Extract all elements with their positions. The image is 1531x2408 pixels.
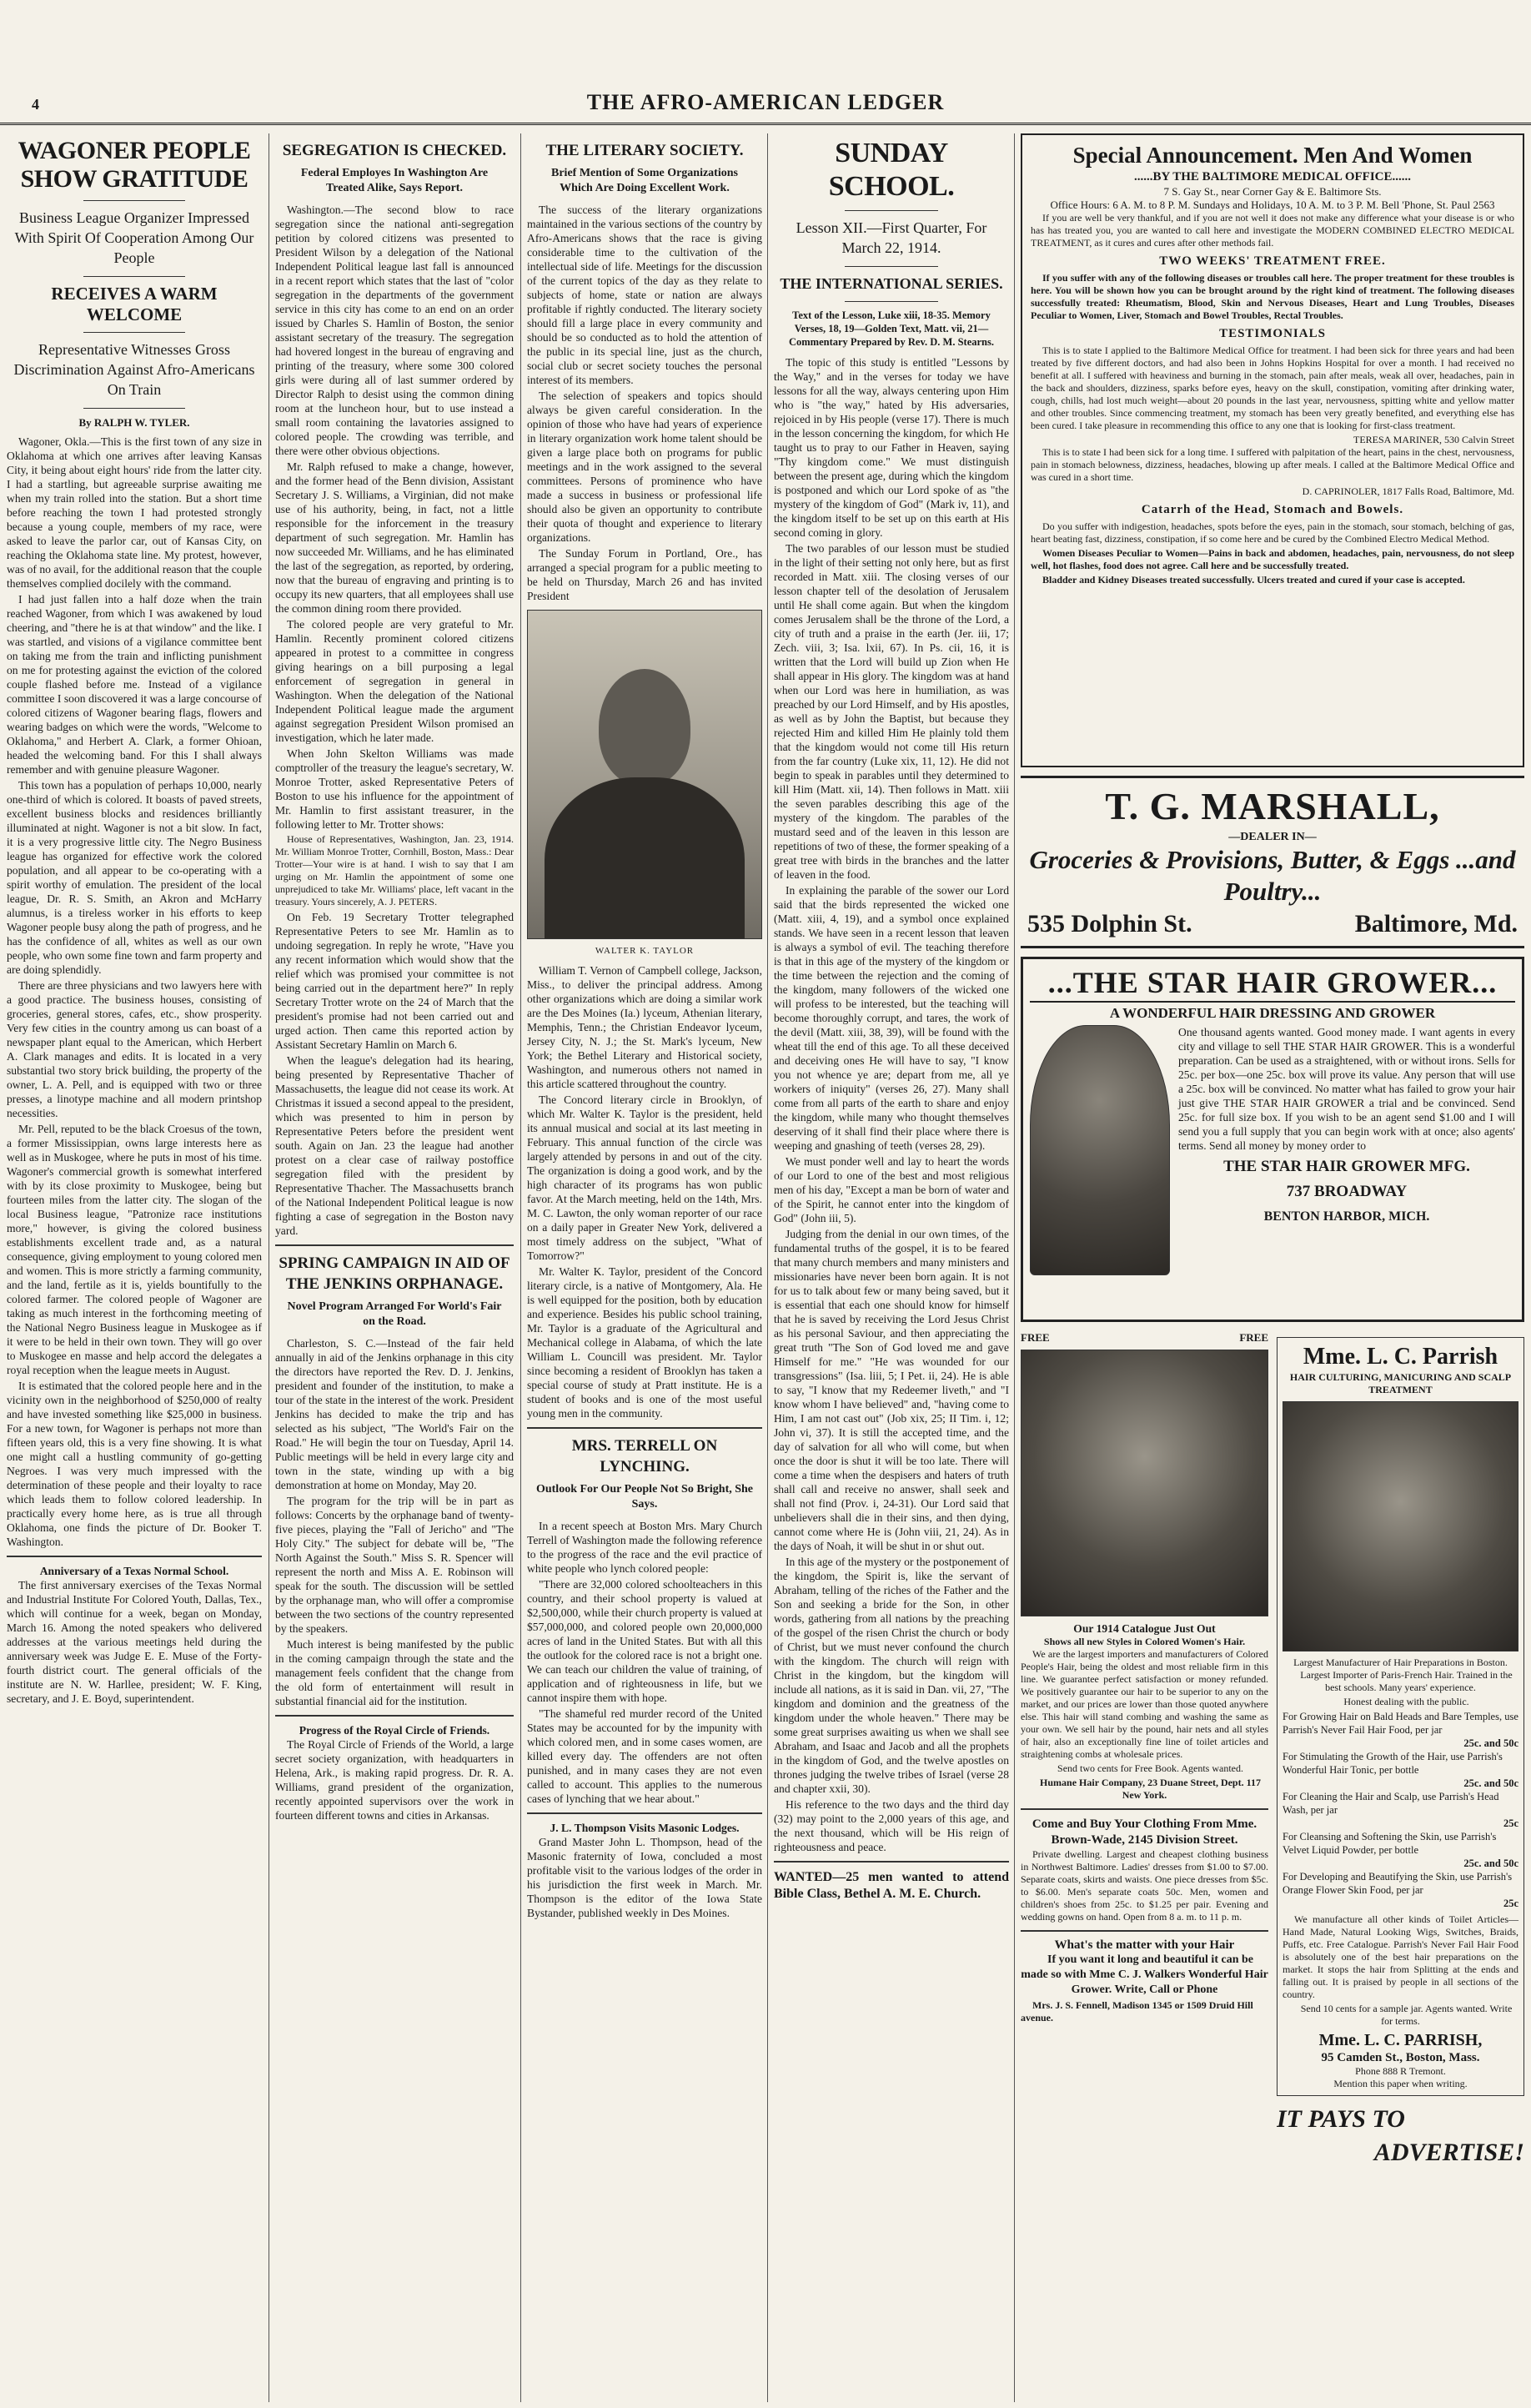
paragraph: The first anniversary exercises of the Texas Normal and Industrial Institute For Colored Youth, Dallas, Tex., which will continue for a week, began on Monday, March 16. Among the noted speakers who delivered addresses at the various meetings held during the anniversary week was Judge E. E. Muse of the Forty-fourth district court. The general officials of the institute are N. W. Harllee, president; W. F. King, secretary, and J. E. Boyd, superintendent. — [7, 1579, 262, 1705]
price-item: For Stimulating the Growth of the Hair, use Parrish's Wonderful Hair Tonic, per bottle — [1283, 1751, 1503, 1776]
sub-orphanage: Novel Program Arranged For World's Fair on the Road. — [287, 1300, 502, 1328]
price-item: For Growing Hair on Bald Heads and Bare Temples, use Parrish's Never Fail Hair Food, per jar — [1283, 1711, 1518, 1736]
parrish-more: We manufacture all other kinds of Toilet Articles—Hand Made, Natural Looking Wigs, Switches, Braids, Puffs, etc. Free Catalogue. Parrish's Never Fail Hair Food is absolutely one of the best hair preparations on the market. It stops the hair from Splitting at the ends and falling out. It is praised by people in all sections of the country. — [1283, 1913, 1518, 2000]
letter: House of Representatives, Washington, Jan. 23, 1914. Mr. William Monroe Trotter, Cornhill, Boston, Mass.: Dear Trotter—Your wire is at hand. I wish to say that I am urging on Mr. Hamlin the appointment of some one unprejudiced to take Mr. Williams' place, left vacant in the treasury. Yours sincerely, A. J. PETERS. — [275, 833, 514, 907]
paragraph: Mr. Pell, reputed to be the black Croesus of the town, a former Mississippian, owns large interests here as well as in Muskogee, where he puts in most of his time. Wagoner's commercial growth is somewhat interfered with by its close proximity to Muskogee, being but fourteen miles from the latter city. The slogan of the local Business league, "Patronize race institutions more," however, is giving the colored business establishments excellent trade and, as a natural consequence, giving employment to young colored men and women. This is more strictly a farming community, and the land, fertile as it is, yields bountifully to the colored farmer. The colored people of Wagoner are taking as much interest in the forthcoming meeting of the National Negro Business league in Muskogee as if it were to be held in their own town. They will go over to Muskogee en masse and help accord the delegates a royal reception when the league meets in August. — [7, 1123, 262, 1376]
paragraph: This town has a population of perhaps 10,000, nearly one-third of which is colored. It boasts of paved streets, excellent business blocks and residences brilliantly illuminated at night. Wagoner is not a bit slow. In fact, it is a very progressive little city. The Negro Business league has organized for effective work the colored population, and all appear to be co-operating with a spirit worthy of emulation. The president of the local league, Dr. R. S. Smith, an Akron and McHarry alumnus, is a tireless worker in his efforts to keep Wagoner people busy along the path of progress, and he has the confidence of all, whites as well as our own people, who own some fine town and farm property and are doing splendidly. — [7, 779, 262, 976]
price-value: 25c — [1503, 1898, 1518, 1909]
column-1 — [7, 133, 262, 2402]
price-value: 25c. and 50c — [1463, 1777, 1518, 1789]
paragraph: His reference to the two days and the third day (32) may point to the 2,000 years of this age, and the next thousand, which will be His reign of righteousness and peace. — [774, 1798, 1009, 1853]
paragraph: We must ponder well and lay to heart the words of our Lord to one of the best and most religious men of his day, "Except a man be born of water and of the Spirit, he cannot enter into the kingdom of God" (John iii, 5). — [774, 1155, 1009, 1224]
paragraph: Grand Master John L. Thompson, head of the Masonic fraternity of Iowa, concluded a most profitable visit to the various lodges of the order in his jurisdiction the first week in March. Mr. Thompson is the editor of the Iowa State Bystander, published weekly in Des Moines. — [527, 1836, 762, 1919]
headline-orphanage: SPRING CAMPAIGN IN AID OF THE JENKINS ORPHANAGE. — [279, 1254, 510, 1293]
column-4 — [774, 133, 1009, 2402]
paragraph: In this age of the mystery or the postponement of the kingdom, the Spirit is, like the servant of Abraham, telling of the riches of the Father and the Son and seeking a bride for the Son, in other words, gathering from all nations by the preaching of the gospel of the risen Christ the church or body of Christ, but we must never confound the church with the kingdom. The church will reign with Christ in the kingdom, but the kingdom will include all nations, as it is said in Dan. vii, 27, "The kingdom and dominion and the greatness of the kingdom under the whole heaven." There may be some great surprises awaiting us when we shall see Abraham, and Isaac and Jacob and all the prophets in the kingdom of God, and the twelve apostles on thrones judging the twelve tribes of Israel (verse 28 and chapter xxii, 30). — [774, 1556, 1009, 1795]
ad-address: 7 S. Gay St., near Corner Gay & E. Baltimore Sts. — [1163, 185, 1382, 198]
clothing-text: Private dwelling. Largest and cheapest clothing business in Northwest Baltimore. Ladies' dresses from $1.00 to $7.00. Separate coats, skirts and waists. One piece dresses from $5c. to $6.00. Men's separate coats 50c. Men, women and children's shoes from 25c. to $1.25 per pair. Evening and wedding gowns on hand. Open from 8 a. m. to 11 p. m. — [1021, 1848, 1268, 1923]
parrish-send: Send 10 cents for a sample jar. Agents wanted. Write for terms. — [1300, 2003, 1513, 2027]
sub-terrell: Outlook For Our People Not So Bright, She Says. — [535, 1483, 754, 1511]
catalogue-company: Humane Hair Company, 23 Duane Street, Dept. 117 New York. — [1040, 1777, 1261, 1801]
catalogue-sub: Shows all new Styles in Colored Women's Hair. — [1043, 1636, 1246, 1647]
column-rule — [767, 133, 768, 2402]
marshall-dealer: —DEALER IN— — [1228, 831, 1317, 843]
ad-baltimore-medical — [1021, 133, 1524, 767]
walker-text: If you want it long and beautiful it can be made so with Mme C. J. Walkers Wonderful Hair Grower. Write, Call or Phone — [1021, 1953, 1268, 1996]
testimonial-name: TERESA MARINER, 530 Calvin Street — [1353, 434, 1514, 445]
paragraph: Wagoner, Okla.—This is the first town of any size in Oklahoma at which one arrives after leaving Kansas City, it being about eight hours' ride from the latter city. I had a startling, but agreeable surprise awaiting me when my train rolled into the station. But a short time before reaching the town I had protested strongly because a young couple, members of my race, were asked to leave the parlor car, out of Kansas City, on reaching the Oklahoma state line. My protest, however, was of no avail, for the additional reason that the couple themselves complied docilely with the command. — [7, 435, 262, 590]
paragraph: William T. Vernon of Campbell college, Jackson, Miss., to deliver the principal address. Among other organizations which are doing a similar work are the Des Moines (Ia.) lyceum, Athenian literary, Memphis, Tenn.; the Christian Endeavor lyceum, Jersey City, N. J.; the St. Mark's lyceum, New York; the Bethel Literary and Historical society, Washington, and numerous others not named in this article scattered throughout the country. — [527, 964, 762, 1090]
hairstyle-image — [1021, 1350, 1268, 1616]
parrish-address-name: Mme. L. C. PARRISH, — [1318, 2031, 1483, 2049]
catalogue-text: We are the largest importers and manufacturers of Colored People's Hair, being the oldest and most reliable firm in this line. We guarantee perfect satisfaction or money refunded. We positively guarantee our hair to be superior to any on the market, and our prices are lower than those quoted anywhere else. This hair will stand combing and washing the same as your own. We sell hair by the pound, hair nets and all styles of hair, also an exceptionally fine line of toilet articles and straightening combs at wholesale prices. — [1021, 1648, 1268, 1760]
paragraph: The colored people are very grateful to Mr. Hamlin. Recently prominent colored citizens appeared in protest to a committee in congress giving hearings on a bill purposing a legal enforcement of segregation in general in Washington. When the delegation of the National Independent Political league made the argument against segregation President Wilson promised an investigation, which he later made. — [275, 618, 514, 744]
column-3 — [527, 133, 762, 2402]
advertise-line: ADVERTISE! — [1373, 2139, 1524, 2166]
walker-contact: Mrs. J. S. Fennell, Madison 1345 or 1509 Druid Hill avenue. — [1021, 1999, 1253, 2023]
parrish-price-list — [1283, 1710, 1518, 1910]
walker-head: What's the matter with your Hair — [1054, 1938, 1235, 1952]
price-item: For Cleaning the Hair and Scalp, use Parrish's Head Wash, per jar — [1283, 1791, 1499, 1816]
portrait-photo — [527, 610, 762, 939]
free-label: FREE — [1021, 1331, 1050, 1344]
price-item: For Developing and Beautifying the Skin, use Parrish's Orange Flower Skin Food, per jar — [1283, 1871, 1513, 1896]
marshall-goods: Groceries & Provisions, Butter, & Eggs ...and Poultry... — [1029, 845, 1516, 906]
paragraph: The selection of speakers and topics should always be given careful consideration. In the opinion of those who have had years of experience in literary organization work home talent should be given a large place both on programs for public meetings and in the work assigned to the several committees. Persons of prominence who have made a success in business or professional life should also be given an opportunity to contribute their quota of thought and experience to literary organizations. — [527, 390, 762, 544]
headline-segregation: SEGREGATION IS CHECKED. — [282, 142, 507, 159]
star-subtitle: A WONDERFUL HAIR DRESSING AND GROWER — [1109, 1005, 1436, 1021]
price-item: For Cleansing and Softening the Skin, use Parrish's Velvet Liquid Powder, per bottle — [1283, 1831, 1497, 1856]
catalogue-send: Send two cents for Free Book. Agents wanted. — [1057, 1762, 1243, 1774]
column-5-ads — [1021, 133, 1524, 2402]
ads-bottom-right — [1277, 1330, 1524, 2365]
parrish-address: 95 Camden St., Boston, Mass. — [1321, 2051, 1480, 2064]
headline-international: THE INTERNATIONAL SERIES. — [780, 275, 1003, 292]
ad-free: TWO WEEKS' TREATMENT FREE. — [1159, 254, 1386, 268]
column-rule — [520, 133, 521, 2402]
paragraph: The Royal Circle of Friends of the World, a large secret society organization, with headquarters in Helena, Ark., is making rapid progress. Dr. R. A. Williams, grand president of the organization, recently appointed supervisors over the work in fourteen different towns and cities in Arkansas. — [275, 1738, 514, 1822]
paragraph: When the league's delegation had its hearing, being presented by Representative Thacher of Massachusetts, the league did not cease its work. At Christmas it issued a second appeal to the president, which was presented to him in person by Representative Peters before the president went south. Again on Jan. 23 the league had another protest on a clear case of railway postoffice segregation filed with the president by Representative Thacher. The Massachusetts branch of the National Independent Political league is now fighting a case of segregation in the Boston navy yard. — [275, 1054, 514, 1237]
paragraph: The success of the literary organizations maintained in the various sections of the country by Afro-Americans shows that the race is giving considerable time to the cultivation of the intellectual side of life. Meetings for the discussion of the current topics of the day as they relate to subjects of home, state or nation are always profitable if rightly conducted. The literary society should fill a large place in every community and should be so conducted as to hold the attention of the public in its special line, just as the church, social club or secret society touches the personal interest of its members. — [527, 204, 762, 386]
ad-catarrh: Catarrh of the Head, Stomach and Bowels. — [1141, 503, 1404, 516]
parrish-caption: Largest Manufacturer of Hair Preparations in Boston. — [1293, 1656, 1508, 1668]
ad-parrish — [1277, 1337, 1524, 2096]
headline-sunday-school: SUNDAY SCHOOL. — [828, 138, 955, 202]
page-number: 4 — [32, 96, 39, 113]
deck-wagoner: Business League Organizer Impressed With Spirit Of Cooperation Among Our People — [14, 209, 254, 266]
ad-intro: If you are well be very thankful, and if you are not well it does not make any difference what your disease is or who has has treated you, you are wanted to call here and investigate the MODERN COMBINED ELECTRO MEDICAL TREATMENT, as it cures and cures after other methods fail. — [1031, 212, 1514, 249]
headline-terrell: MRS. TERRELL ON LYNCHING. — [571, 1437, 718, 1475]
ad-testimonials: TESTIMONIALS — [1219, 327, 1326, 340]
paragraph: "The shameful red murder record of the United States may be accounted for by the impunity with which colored men, and in some cases women, are killed every day. The offenders are not often punished, and in many cases they are not even called to account. This applies to the numerous cases of lynching that we hear about." — [527, 1707, 762, 1805]
ad-marshall — [1021, 776, 1524, 948]
star-title: ...THE STAR HAIR GROWER... — [1030, 964, 1515, 1003]
paragraph: Charleston, S. C.—Instead of the fair held annually in aid of the Jenkins orphanage in this city the directors have reported the Rev. D. J. Jenkins, president and founder of the institution, to make a tour of the state in the interest of the work. President Jenkins has decided to make the trip and has selected as his subject, "The World's Fair on the Road." He will begin the tour on Tuesday, April 14. Public meetings will be held in every large city and town in the state, winding up with a big demonstration at home on Monday, May 20. — [275, 1337, 514, 1491]
paragraph: The two parables of our lesson must be studied in the light of their setting not only here, but as first recorded in Matt. xiii. The closing verses of our lesson chapter tell of the desolation of Jerusalem until He shall come again. But when the kingdom comes Jerusalem shall be the throne of the Lord, a city of truth and a praise in the earth (Jer. iii, 17; Zech. viii, 3; Isa. lxii, 67). In Ps. cii, 16, it is written that the Lord will build up Zion when He shall appear in His glory. The kingdom was at hand when our Lord was here in humiliation, as was preached by our Lord Himself, and by His apostles, as well as by John the Baptist, but because they rejected Him and killed Him He plainly told them that the kingdom would not come till His return from the far country (Luke xix, 11, 12). He did not begin to speak in parables until they determined to kill Him (Matt. xii, 14). Then follows in Matt. xiii the seven parables describing this age of the mystery of the kingdom. The parables of the mustard seed and of the leaven in this lesson are repetitions of two of these, the former speaking of a great tree with birds in the branches and the latter of leaven in the food. — [774, 542, 1009, 881]
parrish-line: Honest dealing with the public. — [1343, 1696, 1469, 1707]
column-rule — [1014, 133, 1015, 2402]
parrish-line: Largest Importer of Paris-French Hair. Trained in the best schools. Many years' experience. — [1300, 1669, 1513, 1693]
paragraph: Mr. Ralph refused to make a change, however, and the former head of the Benn division, Assistant Secretary J. S. Williams, a Virginian, did not make use of his authority, being, in fact, not a little responsible for the inforcement in the treasury department of such segregation. Mr. Hamlin has now succeeded Mr. Williams, and he has eliminated the last of the segregation, as reported, by ordering, now that the bureau of engraving and printing is to occupy its new quarters, that all employees shall use the common dining room there provided. — [275, 460, 514, 615]
clothing-head: Come and Buy Your Clothing From Mme. Brown-Wade, 2145 Division Street. — [1032, 1817, 1257, 1847]
paragraph: The Concord literary circle in Brooklyn, of which Mr. Walter K. Taylor is the president, held its annual musical and social at its last meeting in February. This annual function of the circle was largely attended by persons in and out of the city. The organization is doing a good work, and by the high character of its programs has won public favor. At the March meeting, held on the 14th, Mrs. M. C. Lawton, the only woman reporter of our race on a daily paper in Greater New York, delivered a most timely address on the subject, "What of Tomorrow?" — [527, 1093, 762, 1262]
testimonial-name: D. CAPRINOLER, 1817 Falls Road, Baltimore, Md. — [1302, 485, 1514, 497]
star-company: THE STAR HAIR GROWER MFG. — [1223, 1158, 1470, 1175]
paragraph: The Sunday Forum in Portland, Ore., has arranged a special program for a public meeting to be held on Thursday, March 26 and has invited President — [527, 547, 762, 602]
paragraph: I had just fallen into a half doze when the train reached Wagoner, from which I was awakened by loud cheering, and "there he is at that window" and the like. I was startled, and visions of a vigilance committee bent on taking me from the train and inflicting punishment on me for protesting against the eviction of the colored couple flashed before me. Instead of a vigilance committee I soon discovered it was a large concourse of colored citizens of Wagoner bearing flags, flowers and wearing badges on which were the words, "Welcome to Oklahoma," and Herbert A. Clark, a former Ohioan, headed the welcoming band. For this I shall always remember and with genuine pleasure Wagoner. — [7, 593, 262, 776]
headline-wagoner: WAGONER PEOPLE SHOW GRATITUDE — [18, 137, 251, 193]
deck-lesson: Lesson XII.—First Quarter, For March 22, 1914. — [796, 219, 987, 256]
ad-by: ......BY THE BALTIMORE MEDICAL OFFICE...... — [1134, 170, 1411, 183]
star-address: 737 BROADWAY — [1286, 1183, 1408, 1200]
masthead: THE AFRO-AMERICAN LEDGER — [0, 90, 1531, 125]
testimonial: This is to state I had been sick for a long time. I suffered with palpitation of the heart, pains in the chest, nervousness, pain in stomach belowness, dizziness, headaches, blowing up after meals. I called at the Baltimore Medical Office and was cured in a short time. — [1031, 446, 1514, 483]
column-2 — [275, 133, 514, 2402]
sub-literary: Brief Mention of Some Organizations Which Are Doing Excellent Work. — [551, 167, 738, 194]
marshall-name: T. G. MARSHALL, — [1105, 785, 1440, 827]
paragraph: The program for the trip will be in part as follows: Concerts by the orphanage band of twenty-five pieces, playing the "Fall of Jericho" and "The Holy City." The subject for debate will be, "The North Against the South." Miss S. R. Spencer will represent the north and Miss A. E. Robinson will speak for the south. The discussion will be settled by the orphanage man, who will offer a compromise between the two sections of the country represented by the speakers. — [275, 1495, 514, 1635]
ads-bottom — [1021, 1330, 1524, 2365]
deck-train: Representative Witnesses Gross Discrimination Against Afro-Americans On Train — [13, 341, 255, 398]
photo-caption: WALTER K. TAYLOR — [595, 946, 695, 956]
headline-welcome: RECEIVES A WARM WELCOME — [51, 284, 218, 324]
paragraph: Much interest is being manifested by the public in the coming campaign through the state and the management feels confident that the change from the old form of entertainment will result in substantial financial aid for the institution. — [275, 1638, 514, 1707]
sub-segregation: Federal Employes In Washington Are Treated Alike, Says Report. — [300, 167, 489, 194]
testimonial: This is to state I applied to the Baltimore Medical Office for treatment. I had been sick for three years and had been treated by five different doctors, and had also been in Johns Hopkins Hospital for over a month. I had received no benefit at all. I suffered with heaviness and burning in the stomach, pain after meals, weak all over, headaches, pain in the back and shoulders, dizziness, sparks before eyes, heavy on the skull, constipation, vomiting after drinking water, cough, chills, had lost much weight—about 20 pounds in the last year, nervousness, spitting white and yellow matter and other troubles. Since commencing treatment, my stomach has been very greatly benefited, and everything else has been cured. I take pleasure in recommending this office to any one that is looking for first-class treatment. — [1031, 344, 1514, 431]
wanted-notice: WANTED—25 men wanted to attend Bible Class, Bethel A. M. E. Church. — [774, 1870, 1009, 1901]
text-reference: Text of the Lesson, Luke xiii, 18-35. Memory Verses, 18, 19—Golden Text, Matt. vii, 21—Commentary Prepared by Rev. D. M. Stearns. — [788, 309, 995, 348]
subhead-royal-circle: Progress of the Royal Circle of Friends. — [299, 1724, 490, 1737]
parrish-portrait-image — [1283, 1401, 1518, 1651]
it-pays-line: IT PAYS TO — [1277, 2105, 1405, 2133]
paragraph: There are three physicians and two lawyers here with a good practice. The business houses, consisting of groceries, general stores, cafes, etc., show prosperity. Very few cities in the country among us can boast of a newspaper plant equal to the American, which Herbert A. Clark manages and edits. It is located in a very substantial two story brick building, the property of the owner, L. A. Pell, and is equipped with two or three presses, a linotype machine and all modern printshop necessities. — [7, 979, 262, 1119]
parrish-name: Mme. L. C. Parrish — [1303, 1344, 1498, 1370]
woman-portrait-image — [1030, 1025, 1170, 1275]
ad-diseases: If you suffer with any of the following diseases or troubles call here. The proper treatment for these troubles is here. You will be shown how you can be brought around by the right kind of treatment. The following diseases successfully treated: Rheumatism, Blood, Skin and Nervous Diseases, Heart and Lung Troubles, Diseases Peculiar to Women, Liver, Stomach and Bowel Troubles, Rectal Troubles. — [1031, 272, 1514, 321]
paragraph: Washington.—The second blow to race segregation since the national anti-segregation petition by colored citizens was presented to President Wilson by a delegation of the National Independent Political league last fall is announced in a recent report which states that the last of "color segregation in the departments of the government service in this city has come to an end on an order issued by Charles S. Hamlin of Boston, the senior assistant secretary of the treasury. The segregation had hovered longest in the bureau of engraving and printing of the treasury, where some 300 colored girls were during all of last summer ordered by Director Ralph to desist using the common dining room at the luncheon hour, but to use instead a small room containing the lavatories assigned to colored people. The crowding was terrible, and there were other obvious objections. — [275, 204, 514, 457]
parrish-mention: Mention this paper when writing. — [1333, 2078, 1468, 2089]
ad-bladder: Bladder and Kidney Diseases treated successfully. Ulcers treated and cured if your case is accepted. — [1042, 574, 1465, 586]
paragraph: The topic of this study is entitled "Lessons by the Way," and in the verses for today we have lessons for all the way, always centering upon Him who is "the way," hated by His adversaries, rejoiced in by His people (verse 17). There is much in the lesson concerning the kingdom, for which He taught us to pray to our Father in Heaven, saying "Thy kingdom come." We must distinguish between the present age, during which the kingdom is postponed and which our Lord spoke of as "the mystery of the kingdom of God" (Mark iv, 11), and the kingdom itself to be set up on this earth at His second coming in glory. — [774, 356, 1009, 539]
paragraph: On Feb. 19 Secretary Trotter telegraphed Representative Peters to see Mr. Hamlin as to undoing segregation. In reply he wrote, "Have you any recent information which would show that the relief which was promised your committee is not being carried out in the department here?" In reply Secretary Trotter wrote on the 24 of March that the president's promise had not been carried out and urged action. Then came this reported action by Assistant Secretary Hamlin on March 6. — [275, 911, 514, 1051]
parrish-phone: Phone 888 R Tremont. — [1355, 2065, 1446, 2077]
ad-title: Special Announcement. Men And Women — [1072, 143, 1473, 168]
ad-text: Do you suffer with indigestion, headaches, spots before the eyes, pain in the stomach, sour stomach, belching of gas, heart beating fast, dizziness, constipation, if so come here and be cured by the Combined Electro Medical Method. — [1031, 520, 1514, 545]
paragraph: In a recent speech at Boston Mrs. Mary Church Terrell of Washington made the following reference to the progress of the race and the evil practice of white people who lynch colored people: — [527, 1520, 762, 1575]
marshall-street: 535 Dolphin St. — [1027, 910, 1192, 938]
ad-star-hair-grower — [1021, 957, 1524, 1322]
byline: By RALPH W. TYLER. — [78, 416, 190, 429]
subhead-anniversary: Anniversary of a Texas Normal School. — [39, 1565, 229, 1577]
ad-hours: Office Hours: 6 A. M. to 8 P. M. Sundays and Holidays, 10 A. M. to 3 P. M. Bell 'Phone, St. Paul 2563 — [1050, 199, 1495, 211]
price-value: 25c. and 50c — [1463, 1737, 1518, 1749]
paragraph: Judging from the denial in our own times, of the fundamental truths of the gospel, it is to be feared that many church members and many ministers and missionaries have never been born again. It is not for us to talk about few or many being saved, but it is essential that each one should know for himself that he is saved by receiving the Lord Jesus Christ as his personal Saviour, and then appreciating the great truth "The Son of God loved me and gave Himself for me." "He was wounded for our transgressions" (Isa. liii, 5; I Pet. ii, 24). He is able to say, "I know that my Redeemer liveth," and "I know whom I have believed" and, "having come to Him, I am not cast out" (Job xix, 25; II Tim. i, 12; John vi, 37). It is still the accepted time, and the day of salvation for all who will come, but when once the door is shut it will be too late. There will come a time when the despisers and haters of truth shall call and receive no answer, shall seek and shall not find (Prov. i, 24-31). Our Lord said that unbelievers shall die in their sins, and then dying, cannot come where He is (John viii, 21, 24). As in the days of Noah, it will be shut in or shut out. — [774, 1228, 1009, 1552]
star-text: One thousand agents wanted. Good money made. I want agents in every city and village to sell THE STAR HAIR GROWER. This is a wonderful preparation. Can be used as a straightened, with or without irons. Sells for 25c. per box—one 25c. box will prove its value. Any person that will use a 25c. box will be convinced. No matter what has failed to grow your hair just give THE STAR HAIR GROWER a trial and be convinced. Send 25c. for full size box. If you wish to be an agent send $1.00 and I will send you a full supply that you can begin work with at once; also agents' terms. Send all money by money order to — [1178, 1026, 1515, 1152]
price-value: 25c — [1503, 1817, 1518, 1829]
paragraph: It is estimated that the colored people here and in the vicinity own in the neighborhood of $250,000 of realty and have invested something like $25,000 in business. For a new town, for Wagoner is perhaps not more than fifteen years old, this is a very fine showing. It is what one might call a hustling community of go-getting Negroes. I was very much impressed with the determination of these people and their loyalty to race which leads them to follow colored leadership. In practically every home here, as is true all through Oklahoma, one finds the picture of Dr. Booker T. Washington. — [7, 1380, 262, 1548]
parrish-sub: HAIR CULTURING, MANICURING AND SCALP TREATMENT — [1289, 1371, 1512, 1395]
star-city: BENTON HARBOR, MICH. — [1263, 1209, 1430, 1224]
marshall-city: Baltimore, Md. — [1354, 910, 1518, 938]
subhead-thompson: J. L. Thompson Visits Masonic Lodges. — [550, 1822, 740, 1834]
paragraph: In explaining the parable of the sower our Lord said that the birds represented the wicked one (Matt. xiii, 4, 19), and a symbol once explained stands. We have seen in a recent lesson that leaven is always a symbol of evil. The teaching therefore is that in this age of the mystery of the kingdom or the time between the rejection and the coming of the kingdom, many followers of the wicked one will profess to be interested, but the teaching will become thoroughly corrupt, and tares, the work of the devil (Matt. xiii, 38, 39), will be found with the wheat till the end of this age. To all these deceived and deceiving ones He will have to say, "I know you not whence ye are; depart from me, all ye workers of iniquity" (verses 26, 27). Many shall come from all parts of the earth to share and enjoy the kingdom, while many who thought themselves deserving of it shall find their place where there is weeping and gnashing of teeth (verses 28, 29). — [774, 884, 1009, 1152]
ads-bottom-left — [1021, 1330, 1268, 2365]
paragraph: Mr. Walter K. Taylor, president of the Concord literary circle, is a native of Montgomery, Ala. He is well equipped for the position, both by education and experience. Besides his public school training, Mr. Taylor is a graduate of the Agricultural and Mechanical college in Alabama, of which the late William L. Councill was president. Mr. Taylor since becoming a resident of Brooklyn has taken a special course of study at Pratt institute. He is a student of books and is one of the most useful young men in the community. — [527, 1265, 762, 1420]
paragraph: When John Skelton Williams was made comptroller of the treasury the league's secretary, W. Monroe Trotter, asked Representative Peters of Boston to use his influence for the appointment of Mr. Hamlin to first assistant treasurer, in the following letter to Mr. Trotter shows: — [275, 747, 514, 831]
ad-women: Women Diseases Peculiar to Women—Pains in back and abdomen, headaches, pain, nervousness, do not sleep well, hot flashes, food does not agree. Call here and be successfully treated. — [1031, 547, 1514, 571]
paragraph: "There are 32,000 colored schoolteachers in this country, and their school property is valued at $2,500,000, while their church property is valued at $57,000,000, and colored people own 20,000,000 acres of land in the United States. But with all this the outlook for the colored race is not a bright one. We can teach our children the value of training, of application and of righteousness in life, but we cannot inspire them with hope. — [527, 1578, 762, 1704]
free-label: FREE — [1239, 1331, 1268, 1344]
catalogue-head: Our 1914 Catalogue Just Out — [1073, 1622, 1216, 1635]
price-value: 25c. and 50c — [1463, 1858, 1518, 1869]
headline-literary: THE LITERARY SOCIETY. — [545, 142, 744, 159]
